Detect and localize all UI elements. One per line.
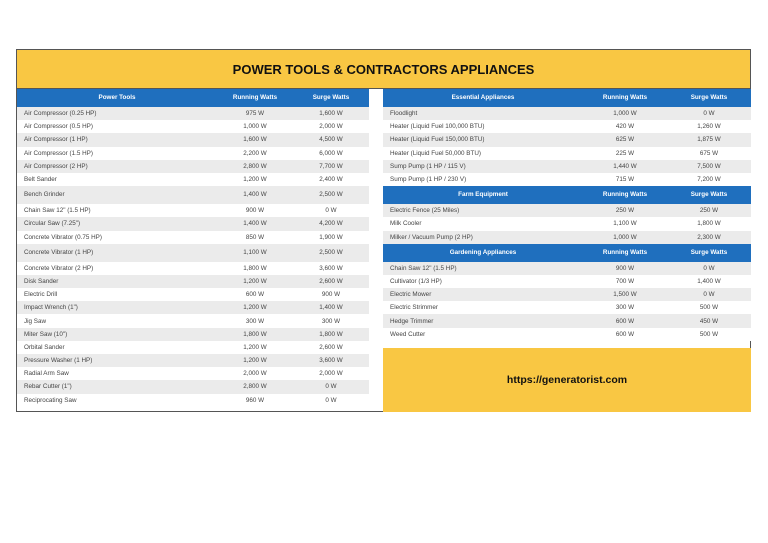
gardening-appliances-row [383, 288, 751, 301]
running-watts-cell: 700 W [583, 275, 667, 288]
farm-equipment-column-header: Running Watts [583, 186, 667, 204]
surge-watts-cell: 500 W [667, 301, 751, 314]
running-watts-cell: 600 W [583, 314, 667, 327]
gardening-appliances-column-header: Gardening Appliances [383, 244, 583, 262]
appliance-name-cell: Electric Mower [383, 288, 583, 301]
page-title: POWER TOOLS & CONTRACTORS APPLIANCES [17, 50, 750, 89]
essential-appliances-row [383, 173, 751, 186]
surge-watts-cell: 1,400 W [667, 275, 751, 288]
essential-appliances-row [383, 160, 751, 173]
power-tools-row [17, 354, 369, 367]
surge-watts-cell: 1,260 W [667, 120, 751, 133]
surge-watts-cell: 4,200 W [293, 217, 369, 230]
running-watts-cell: 1,000 W [217, 120, 293, 133]
running-watts-cell: 1,800 W [217, 328, 293, 341]
power-tools-row [17, 204, 369, 217]
surge-watts-cell: 1,800 W [667, 217, 751, 230]
surge-watts-cell: 0 W [293, 394, 369, 407]
essential-appliances-header-row [383, 89, 751, 107]
essential-appliances-column-header: Running Watts [583, 89, 667, 107]
power-tools-row [17, 262, 369, 275]
farm-equipment-row [383, 217, 751, 230]
appliance-name-cell: Bench Grinder [17, 186, 217, 204]
gardening-appliances-row [383, 328, 751, 341]
surge-watts-cell: 7,700 W [293, 160, 369, 173]
power-tools-column-header: Running Watts [217, 89, 293, 107]
power-tools-row [17, 120, 369, 133]
surge-watts-cell: 4,500 W [293, 133, 369, 146]
surge-watts-cell: 2,600 W [293, 341, 369, 354]
appliance-name-cell: Heater (Liquid Fuel 50,000 BTU) [383, 147, 583, 160]
power-tools-table [17, 89, 369, 407]
appliance-name-cell: Circular Saw (7.25") [17, 217, 217, 230]
appliance-name-cell: Heater (Liquid Fuel 100,000 BTU) [383, 120, 583, 133]
running-watts-cell: 715 W [583, 173, 667, 186]
appliance-name-cell: Air Compressor (0.25 HP) [17, 107, 217, 120]
essential-appliances-column-header: Essential Appliances [383, 89, 583, 107]
farm-equipment-column-header: Surge Watts [667, 186, 751, 204]
running-watts-cell: 300 W [583, 301, 667, 314]
essential-appliances-row [383, 133, 751, 146]
appliance-name-cell: Air Compressor (1 HP) [17, 133, 217, 146]
power-tools-column-header: Power Tools [17, 89, 217, 107]
appliance-name-cell: Concrete Vibrator (2 HP) [17, 262, 217, 275]
surge-watts-cell: 3,600 W [293, 262, 369, 275]
power-tools-row [17, 147, 369, 160]
essential-appliances-column-header: Surge Watts [667, 89, 751, 107]
running-watts-cell: 850 W [217, 231, 293, 244]
surge-watts-cell: 1,400 W [293, 301, 369, 314]
power-tools-row [17, 275, 369, 288]
power-tools-row [17, 107, 369, 120]
running-watts-cell: 1,800 W [217, 262, 293, 275]
running-watts-cell: 2,000 W [217, 367, 293, 380]
gardening-appliances-header-row [383, 244, 751, 262]
surge-watts-cell: 2,000 W [293, 367, 369, 380]
power-tools-row [17, 314, 369, 327]
appliance-name-cell: Disk Sander [17, 275, 217, 288]
surge-watts-cell: 1,900 W [293, 231, 369, 244]
running-watts-cell: 2,200 W [217, 147, 293, 160]
power-tools-row [17, 328, 369, 341]
appliance-name-cell: Milk Cooler [383, 217, 583, 230]
power-tools-row [17, 244, 369, 262]
appliance-name-cell: Electric Strimmer [383, 301, 583, 314]
running-watts-cell: 1,200 W [217, 301, 293, 314]
gardening-appliances-row [383, 275, 751, 288]
power-tools-row [17, 394, 369, 407]
surge-watts-cell: 0 W [293, 204, 369, 217]
power-tools-row [17, 173, 369, 186]
appliance-name-cell: Reciprocating Saw [17, 394, 217, 407]
running-watts-cell: 600 W [217, 288, 293, 301]
appliance-name-cell: Milker / Vacuum Pump (2 HP) [383, 231, 583, 244]
essential-appliances-row [383, 107, 751, 120]
power-tools-row [17, 288, 369, 301]
running-watts-cell: 1,100 W [217, 244, 293, 262]
farm-equipment-row [383, 231, 751, 244]
surge-watts-cell: 675 W [667, 147, 751, 160]
running-watts-cell: 300 W [217, 314, 293, 327]
running-watts-cell: 2,800 W [217, 380, 293, 393]
farm-equipment-row [383, 204, 751, 217]
appliance-name-cell: Air Compressor (2 HP) [17, 160, 217, 173]
surge-watts-cell: 2,500 W [293, 244, 369, 262]
surge-watts-cell: 250 W [667, 204, 751, 217]
gardening-appliances-row [383, 301, 751, 314]
power-tools-row [17, 133, 369, 146]
gardening-appliances-row [383, 262, 751, 275]
surge-watts-cell: 2,500 W [293, 186, 369, 204]
surge-watts-cell: 1,600 W [293, 107, 369, 120]
running-watts-cell: 1,200 W [217, 173, 293, 186]
power-tools-row [17, 367, 369, 380]
surge-watts-cell: 3,600 W [293, 354, 369, 367]
running-watts-cell: 975 W [217, 107, 293, 120]
running-watts-cell: 625 W [583, 133, 667, 146]
surge-watts-cell: 900 W [293, 288, 369, 301]
appliance-name-cell: Air Compressor (0.5 HP) [17, 120, 217, 133]
surge-watts-cell: 1,875 W [667, 133, 751, 146]
appliance-name-cell: Concrete Vibrator (0.75 HP) [17, 231, 217, 244]
surge-watts-cell: 0 W [667, 262, 751, 275]
surge-watts-cell: 0 W [667, 107, 751, 120]
appliance-name-cell: Concrete Vibrator (1 HP) [17, 244, 217, 262]
surge-watts-cell: 7,200 W [667, 173, 751, 186]
appliance-name-cell: Impact Wrench (1") [17, 301, 217, 314]
appliance-name-cell: Sump Pump (1 HP / 115 V) [383, 160, 583, 173]
appliance-name-cell: Hedge Trimmer [383, 314, 583, 327]
power-tools-column-header: Surge Watts [293, 89, 369, 107]
surge-watts-cell: 300 W [293, 314, 369, 327]
surge-watts-cell: 2,300 W [667, 231, 751, 244]
farm-equipment-header-row [383, 186, 751, 204]
running-watts-cell: 1,000 W [583, 231, 667, 244]
appliance-name-cell: Chain Saw 12" (1.5 HP) [17, 204, 217, 217]
appliance-name-cell: Air Compressor (1.5 HP) [17, 147, 217, 160]
appliance-name-cell: Electric Drill [17, 288, 217, 301]
running-watts-cell: 1,500 W [583, 288, 667, 301]
appliance-name-cell: Jig Saw [17, 314, 217, 327]
appliance-name-cell: Orbital Sander [17, 341, 217, 354]
power-tools-row [17, 186, 369, 204]
appliance-name-cell: Sump Pump (1 HP / 230 V) [383, 173, 583, 186]
gardening-appliances-row [383, 314, 751, 327]
farm-equipment-column-header: Farm Equipment [383, 186, 583, 204]
running-watts-cell: 1,400 W [217, 186, 293, 204]
power-tools-row [17, 231, 369, 244]
running-watts-cell: 1,440 W [583, 160, 667, 173]
running-watts-cell: 900 W [583, 262, 667, 275]
power-tools-row [17, 217, 369, 230]
surge-watts-cell: 1,800 W [293, 328, 369, 341]
running-watts-cell: 1,000 W [583, 107, 667, 120]
running-watts-cell: 2,800 W [217, 160, 293, 173]
running-watts-cell: 1,200 W [217, 354, 293, 367]
appliance-name-cell: Rebar Cutter (1") [17, 380, 217, 393]
running-watts-cell: 600 W [583, 328, 667, 341]
surge-watts-cell: 0 W [667, 288, 751, 301]
appliance-name-cell: Chain Saw 12" (1.5 HP) [383, 262, 583, 275]
power-tools-row [17, 341, 369, 354]
power-tools-header-row [17, 89, 369, 107]
running-watts-cell: 900 W [217, 204, 293, 217]
surge-watts-cell: 450 W [667, 314, 751, 327]
watt-chart-sheet [16, 49, 751, 412]
appliance-name-cell: Weed Cutter [383, 328, 583, 341]
running-watts-cell: 1,200 W [217, 275, 293, 288]
website-url: https://generatorist.com [383, 348, 751, 412]
running-watts-cell: 225 W [583, 147, 667, 160]
appliance-name-cell: Radial Arm Saw [17, 367, 217, 380]
appliances-table [383, 89, 751, 341]
power-tools-row [17, 160, 369, 173]
gardening-appliances-column-header: Running Watts [583, 244, 667, 262]
running-watts-cell: 420 W [583, 120, 667, 133]
essential-appliances-row [383, 120, 751, 133]
appliance-name-cell: Miter Saw (10") [17, 328, 217, 341]
surge-watts-cell: 2,600 W [293, 275, 369, 288]
surge-watts-cell: 2,400 W [293, 173, 369, 186]
running-watts-cell: 250 W [583, 204, 667, 217]
gardening-appliances-column-header: Surge Watts [667, 244, 751, 262]
running-watts-cell: 1,400 W [217, 217, 293, 230]
running-watts-cell: 1,600 W [217, 133, 293, 146]
appliance-name-cell: Belt Sander [17, 173, 217, 186]
surge-watts-cell: 6,000 W [293, 147, 369, 160]
surge-watts-cell: 7,500 W [667, 160, 751, 173]
power-tools-row [17, 380, 369, 393]
surge-watts-cell: 0 W [293, 380, 369, 393]
running-watts-cell: 1,200 W [217, 341, 293, 354]
appliance-name-cell: Heater (Liquid Fuel 150,000 BTU) [383, 133, 583, 146]
appliance-name-cell: Pressure Washer (1 HP) [17, 354, 217, 367]
appliance-name-cell: Floodlight [383, 107, 583, 120]
running-watts-cell: 960 W [217, 394, 293, 407]
essential-appliances-row [383, 147, 751, 160]
surge-watts-cell: 500 W [667, 328, 751, 341]
appliance-name-cell: Electric Fence (25 Miles) [383, 204, 583, 217]
power-tools-row [17, 301, 369, 314]
running-watts-cell: 1,100 W [583, 217, 667, 230]
surge-watts-cell: 2,000 W [293, 120, 369, 133]
appliance-name-cell: Cultivator (1/3 HP) [383, 275, 583, 288]
